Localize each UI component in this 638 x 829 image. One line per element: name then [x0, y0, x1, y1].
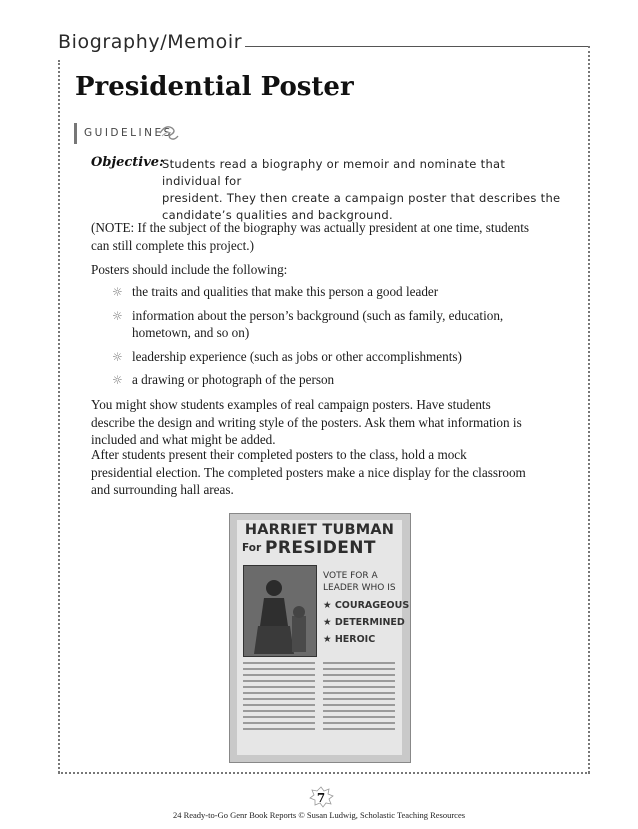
sample-poster-image: [229, 513, 411, 763]
note-line: (NOTE: If the subject of the biography was actually president at one time, students: [91, 220, 529, 235]
guidelines-swirl-icon: [158, 122, 180, 144]
footer-credit: 24 Ready-to-Go Genr Book Reports © Susan Ludwig, Scholastic Teaching Resources: [172, 810, 466, 820]
sun-bullet-icon: ☼: [112, 373, 123, 387]
poster-candidate-name: HARRIET TUBMAN: [244, 522, 395, 538]
examples-paragraph: [91, 396, 561, 449]
frame-border-right: [588, 46, 590, 773]
after-paragraph: [91, 446, 561, 499]
poster-portrait-photo: [243, 565, 317, 657]
list-item: [112, 307, 552, 342]
bullet-line: information about the person’s background (such as family, education,: [132, 307, 504, 323]
note-line: can still complete this project.): [91, 237, 254, 253]
posters-intro: Posters should include the following:: [91, 262, 288, 277]
page-number: 7: [316, 791, 326, 805]
poster-vote-line: LEADER WHO IS: [323, 583, 396, 593]
poster-quality: ★ COURAGEOUS: [323, 600, 410, 611]
poster-for-label: For: [242, 542, 262, 554]
bullet-line: leadership experience (such as jobs or other accomplishments): [132, 348, 462, 364]
page-title: Presidential Poster: [75, 72, 354, 102]
poster-quality: ★ DETERMINED: [323, 617, 405, 628]
section-header: Biography/Memoir: [58, 31, 243, 53]
objective-line: candidate’s qualities and background.: [162, 208, 393, 222]
sun-bullet-icon: ☼: [112, 285, 123, 299]
poster-fine-print: [243, 662, 396, 750]
list-item: [112, 348, 552, 366]
guidelines-label: GUIDELINES: [84, 127, 173, 139]
bullet-line: a drawing or photograph of the person: [132, 372, 335, 387]
after-line: presidential election. The completed posters make a nice display for the classroom: [91, 464, 526, 480]
poster-quality: ★ HEROIC: [323, 634, 376, 645]
poster-vote-line: VOTE FOR A: [323, 571, 378, 581]
list-item: [112, 283, 552, 301]
poster-fine-column-left: [243, 662, 315, 734]
frame-border-left: [58, 60, 60, 773]
after-line: and surrounding hall areas.: [91, 482, 234, 497]
requirements-list: [112, 283, 552, 395]
sun-bullet-icon: ☼: [112, 308, 123, 323]
frame-border-bottom: [58, 772, 590, 774]
after-line: After students present their completed posters to the class, hold a mock: [91, 447, 467, 462]
examples-line: You might show students examples of real campaign posters. Have students: [91, 397, 491, 412]
portrait-figure-icon: [244, 566, 316, 656]
objective-line: president. They then create a campaign poster that describes the: [162, 191, 561, 205]
list-item: [112, 371, 552, 389]
poster-president-label: PRESIDENT: [265, 538, 376, 558]
header-rule: [245, 46, 588, 47]
objective-line: Students read a biography or memoir and nominate that individual for: [162, 157, 506, 188]
poster-fine-column-right: [323, 662, 395, 734]
sun-bullet-icon: ☼: [112, 349, 123, 364]
objective-text: [162, 156, 567, 224]
poster-paper: [237, 520, 410, 755]
examples-line: describe the design and writing style of the posters. Ask them what information is: [91, 414, 522, 430]
bullet-line: hometown, and so on): [132, 325, 250, 340]
bullet-line: the traits and qualities that make this person a good leader: [132, 284, 439, 299]
objective-label: Objective:: [91, 155, 164, 170]
poster-vote-text: [323, 570, 399, 594]
note-paragraph: [91, 219, 561, 254]
examples-line: included and what might be added.: [91, 432, 276, 447]
